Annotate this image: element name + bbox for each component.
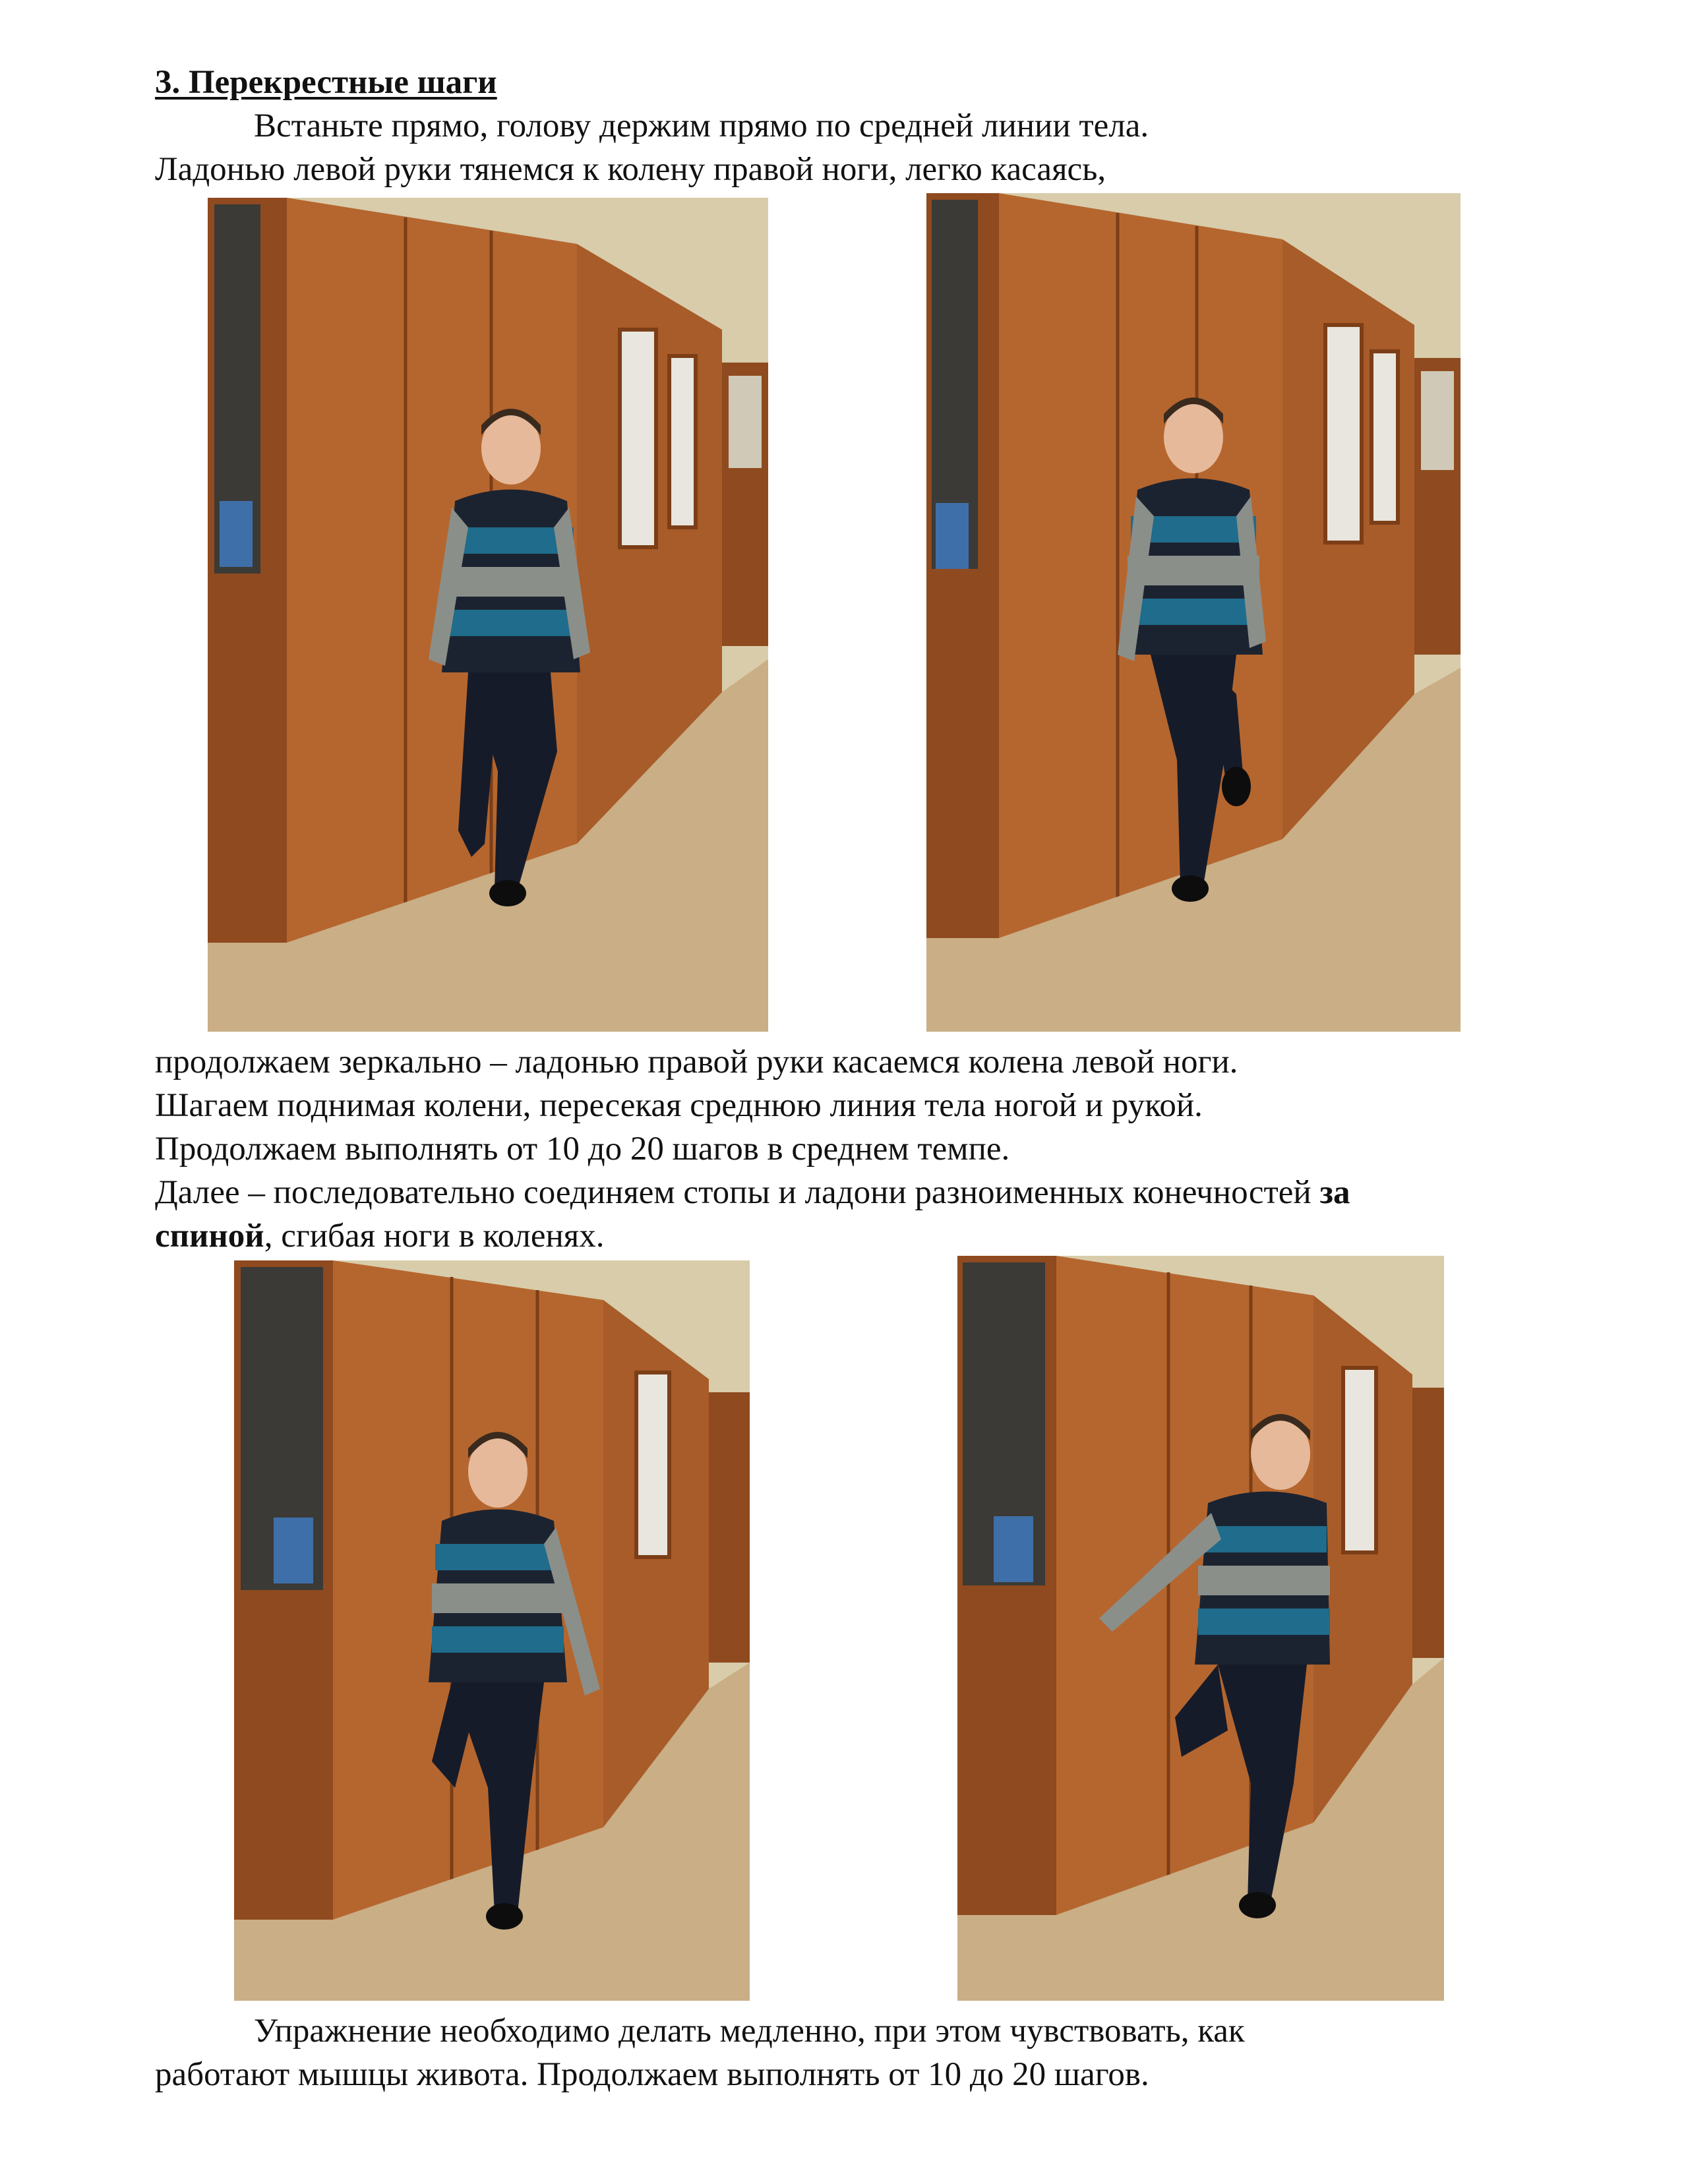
photo-boy-right-foot-behind — [957, 1256, 1444, 2001]
exercise-photo-2 — [926, 193, 1461, 1032]
paragraph-line: Шагаем поднимая колени, пересекая среднюю линия тела ногой и рукой. — [155, 1087, 1203, 1124]
paragraph-line — [155, 1214, 605, 1258]
exercise-photo-1 — [208, 198, 768, 1032]
emphasis-text: за — [1319, 1174, 1350, 1211]
exercise-photo-3 — [234, 1260, 750, 2001]
exercise-photo-4 — [957, 1256, 1444, 2001]
paragraph-line: продолжаем зеркально – ладонью правой руки касаемся колена левой ноги. — [155, 1044, 1238, 1080]
paragraph-line: Продолжаем выполнять от 10 до 20 шагов в среднем темпе. — [155, 1131, 1010, 1167]
paragraph-line: Упражнение необходимо делать медленно, при этом чувствовать, как — [254, 2013, 1245, 2050]
paragraph-line: Встаньте прямо, голову держим прямо по средней линии тела. — [254, 107, 1149, 144]
photo-boy-left-knee — [208, 198, 768, 1032]
photo-boy-left-foot-behind — [234, 1260, 750, 2001]
paragraph-line — [155, 1171, 1350, 1214]
photo-boy-right-knee — [926, 193, 1461, 1032]
paragraph-line: работают мышцы живота. Продолжаем выполнять от 10 до 20 шагов. — [155, 2056, 1149, 2093]
emphasis-text: спиной — [155, 1218, 264, 1254]
paragraph-text: , сгибая ноги в коленях. — [264, 1218, 605, 1254]
paragraph-line: Ладонью левой руки тянемся к колену правой ноги, легко касаясь, — [155, 151, 1106, 188]
paragraph-text: Далее – последовательно соединяем стопы и ладони разноименных конечностей — [155, 1174, 1320, 1211]
section-heading: 3. Перекрестные шаги — [155, 64, 497, 101]
